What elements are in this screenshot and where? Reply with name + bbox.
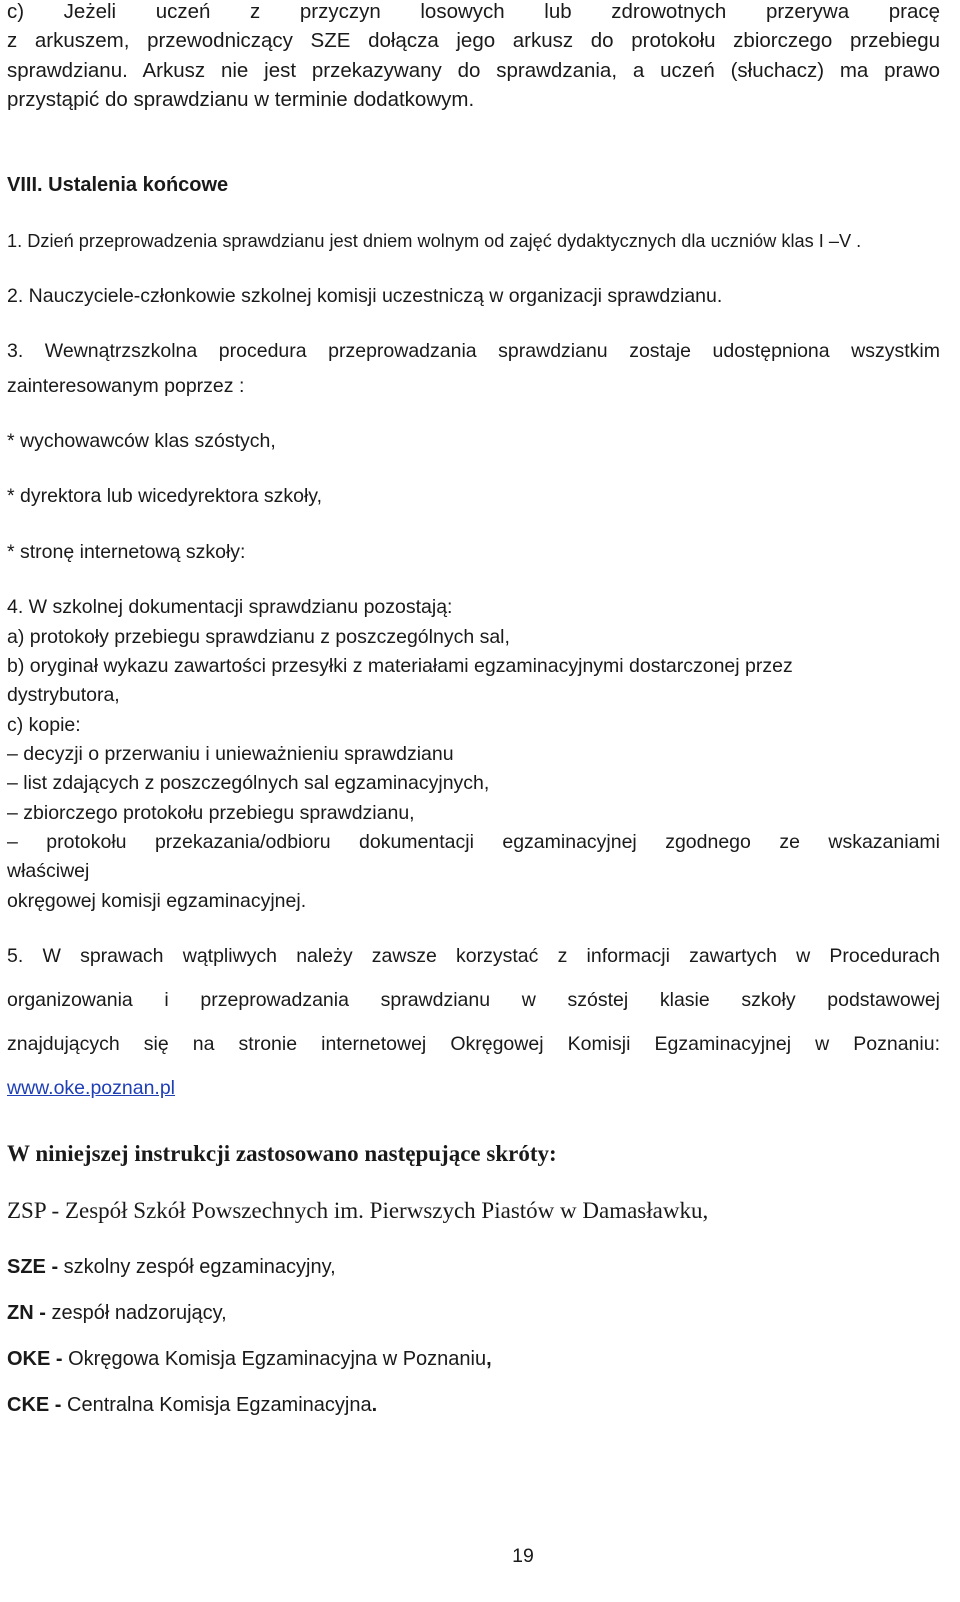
abbrev-zsp-value: Zespół Szkół Powszechnych im. Pierwszych Piastów w Damasławku, bbox=[59, 1198, 709, 1223]
item-4c: c) kopie: bbox=[7, 714, 81, 736]
abbrev-oke-tail: , bbox=[486, 1348, 492, 1370]
abbrev-sze-key: SZE - bbox=[7, 1256, 59, 1278]
item-4b-line-1: b) oryginał wykazu zawartości przesyłki z materiałami egzaminacyjnymi dostarczonej przez bbox=[7, 655, 793, 677]
section-c-line-2: z arkuszem, przewodniczący SZE dołącza jego arkusz do protokołu zbiorczego przebiegu bbox=[7, 29, 940, 52]
abbrev-zsp bbox=[7, 1198, 708, 1224]
bullet-3: * stronę internetową szkoły: bbox=[7, 541, 246, 563]
abbrev-oke-key: OKE - bbox=[7, 1348, 63, 1370]
dash-item-3: – zbiorczego protokołu przebiegu sprawdzianu, bbox=[7, 802, 415, 824]
section-c-line-3: sprawdzianu. Arkusz nie jest przekazywany do sprawdzania, a uczeń (słuchacz) ma prawo bbox=[7, 59, 940, 82]
abbreviations-title: W niniejszej instrukcji zastosowano następujące skróty: bbox=[7, 1141, 557, 1166]
item-4b-line-2: dystrybutora, bbox=[7, 684, 120, 706]
abbrev-cke-key: CKE - bbox=[7, 1394, 62, 1416]
dash-item-1: – decyzji o przerwaniu i unieważnieniu sprawdzianu bbox=[7, 743, 454, 765]
item-1: 1. Dzień przeprowadzenia sprawdzianu jest dniem wolnym od zajęć dydaktycznych dla uczniów klas I –V . bbox=[7, 231, 862, 251]
abbrev-oke-value: Okręgowa Komisja Egzaminacyjna w Poznaniu bbox=[62, 1348, 487, 1370]
dash-item-4-line-3: okręgowej komisji egzaminacyjnej. bbox=[7, 890, 307, 912]
item-3-line-2: zainteresowanym poprzez : bbox=[7, 375, 245, 397]
dash-item-4-line-2: właściwej bbox=[7, 860, 90, 882]
abbrev-zsp-key: ZSP - bbox=[7, 1198, 60, 1223]
bullet-2: * dyrektora lub wicedyrektora szkoły, bbox=[7, 485, 323, 507]
page-number: 19 bbox=[512, 1545, 534, 1567]
item-4: 4. W szkolnej dokumentacji sprawdzianu pozostają: bbox=[7, 596, 453, 618]
section-c-line-1: c) Jeżeli uczeń z przyczyn losowych lub zdrowotnych przerywa pracę bbox=[7, 0, 940, 23]
oke-website-link[interactable]: www.oke.poznan.pl bbox=[7, 1077, 176, 1099]
abbrev-sze-value: szkolny zespół egzaminacyjny, bbox=[58, 1256, 336, 1278]
abbrev-zn bbox=[7, 1302, 227, 1325]
section-c-line-4: przystąpić do sprawdzianu w terminie dodatkowym. bbox=[7, 88, 475, 111]
abbrev-oke bbox=[7, 1348, 492, 1371]
abbrev-cke-value: Centralna Komisja Egzaminacyjna bbox=[61, 1394, 372, 1416]
item-5-line-3: znajdujących się na stronie internetowej Okręgowej Komisji Egzaminacyjnej w Poznaniu: bbox=[7, 1033, 940, 1055]
abbrev-sze bbox=[7, 1256, 336, 1279]
abbrev-zn-value: zespół nadzorujący, bbox=[45, 1302, 227, 1324]
section-heading: VIII. Ustalenia końcowe bbox=[7, 174, 229, 196]
dash-item-2: – list zdających z poszczególnych sal egzaminacyjnych, bbox=[7, 772, 490, 794]
item-4a: a) protokoły przebiegu sprawdzianu z poszczególnych sal, bbox=[7, 626, 510, 648]
document-page bbox=[7, 0, 940, 1602]
item-3-line-1: 3. Wewnątrzszkolna procedura przeprowadzania sprawdzianu zostaje udostępniona wszystkim bbox=[7, 340, 940, 362]
item-5-line-2: organizowania i przeprowadzania sprawdzianu w szóstej klasie szkoły podstawowej bbox=[7, 989, 940, 1011]
item-5-line-1: 5. W sprawach wątpliwych należy zawsze korzystać z informacji zawartych w Procedurach bbox=[7, 945, 940, 967]
item-2: 2. Nauczyciele-członkowie szkolnej komisji uczestniczą w organizacji sprawdzianu. bbox=[7, 285, 723, 307]
abbrev-cke-tail: . bbox=[371, 1394, 378, 1416]
bullet-1: * wychowawców klas szóstych, bbox=[7, 430, 276, 452]
abbrev-cke bbox=[7, 1394, 377, 1417]
dash-item-4-line-1: – protokołu przekazania/odbioru dokumentacji egzaminacyjnej zgodnego ze wskazaniami bbox=[7, 831, 940, 853]
abbrev-zn-key: ZN - bbox=[7, 1302, 46, 1324]
